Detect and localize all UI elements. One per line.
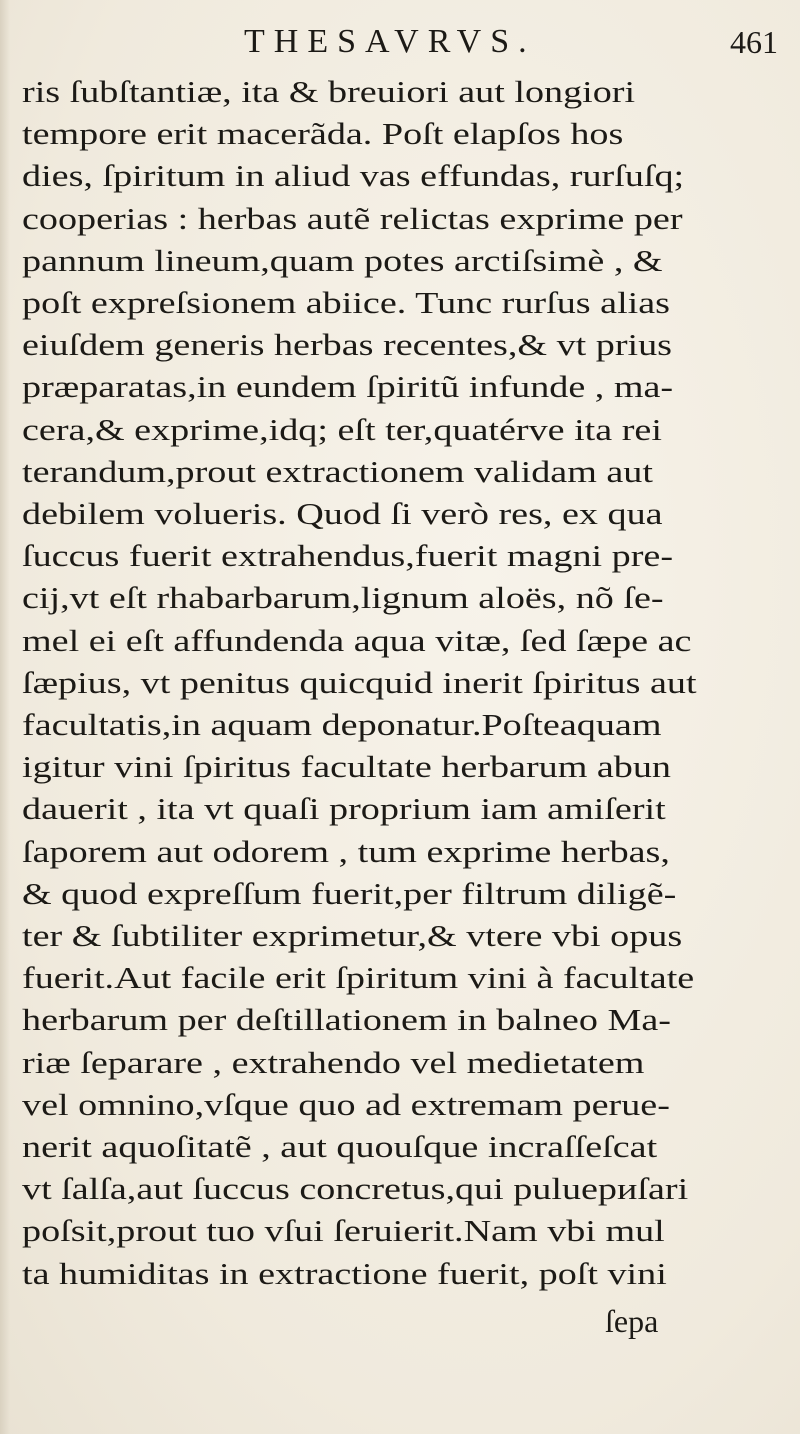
text-line: præparatas,in eundem ſpiritũ infunde , ma- [22,370,674,405]
text-line: pannum lineum,quam potes arctiſsimè , & [22,243,663,278]
text-line: eiuſdem generis herbas recentes,& vt prius [22,328,673,363]
text-line: ta humiditas in extractione fuerit, poſt vini [22,1256,667,1291]
text-line: debilem volueris. Quod ſi verò res, ex qua [22,497,663,531]
text-line: vel omnino,vſque quo ad extremam perue- [22,1087,670,1122]
text-line: tempore erit macerãda. Poſt elapſos hos [22,117,624,152]
text-line: igitur vini ſpiritus facultate herbarum abun [22,750,672,785]
text-line: vt ſalſa,aut ſuccus concretus,qui puluериſari [22,1172,689,1207]
running-title: THESAVRVS. [244,23,536,60]
text-line: mel ei eſt affundenda aqua vitæ, ſed ſæpe ac [22,623,692,658]
text-line: poſt expreſsionem abiice. Tunc rurſus alias [22,286,671,320]
text-line: & quod expreſſum fuerit,per filtrum diligẽ- [22,876,677,911]
text-line: facultatis,in aquam deponatur.Poſteaquam [22,708,662,742]
text-line: herbarum per deſtillationem in balneo Ma- [22,1003,671,1038]
text-line: ſaporem aut odorem , tum exprime herbas, [22,834,670,869]
text-line: nerit aquoſitatẽ , aut quouſque incraſſeſcat [22,1130,658,1164]
page-header [0,16,800,68]
text-line: cij,vt eſt rhabarbarum,lignum aloës, nõ ſe- [22,581,664,616]
text-line: poſsit,prout tuo vſui ſeruierit.Nam vbi mul [22,1214,665,1249]
catchword: ſepa [605,1303,659,1339]
text-line: cooperias : herbas autẽ relictas exprime per [22,201,683,236]
text-line: dauerit , ita vt quaſi proprium iam amiſerit [22,792,666,827]
text-line: ſæpius, vt penitus quicquid inerit ſpiritus aut [22,665,697,700]
page-gutter-shadow [0,0,10,1434]
page-number: 461 [730,24,778,60]
text-line: riæ ſeparare , extrahendo vel medietatem [22,1045,645,1080]
text-line: terandum,prout extractionem validam aut [22,454,653,489]
text-line: dies, ſpiritum in aliud vas effundas, rurſuſq; [22,159,685,194]
text-line: fuerit.Aut facile erit ſpiritum vini à facultate [22,961,695,996]
text-line: ſuccus fuerit extrahendus,fuerit magni pre- [22,539,674,574]
text-line: ris ſubſtantiæ, ita & breuiori aut longiori [22,75,636,109]
text-line: ter & ſubtiliter exprimetur,& vtere vbi opus [22,919,683,953]
text-line: cera,& exprime,idq; eſt ter,quatérve ita rei [22,412,662,447]
